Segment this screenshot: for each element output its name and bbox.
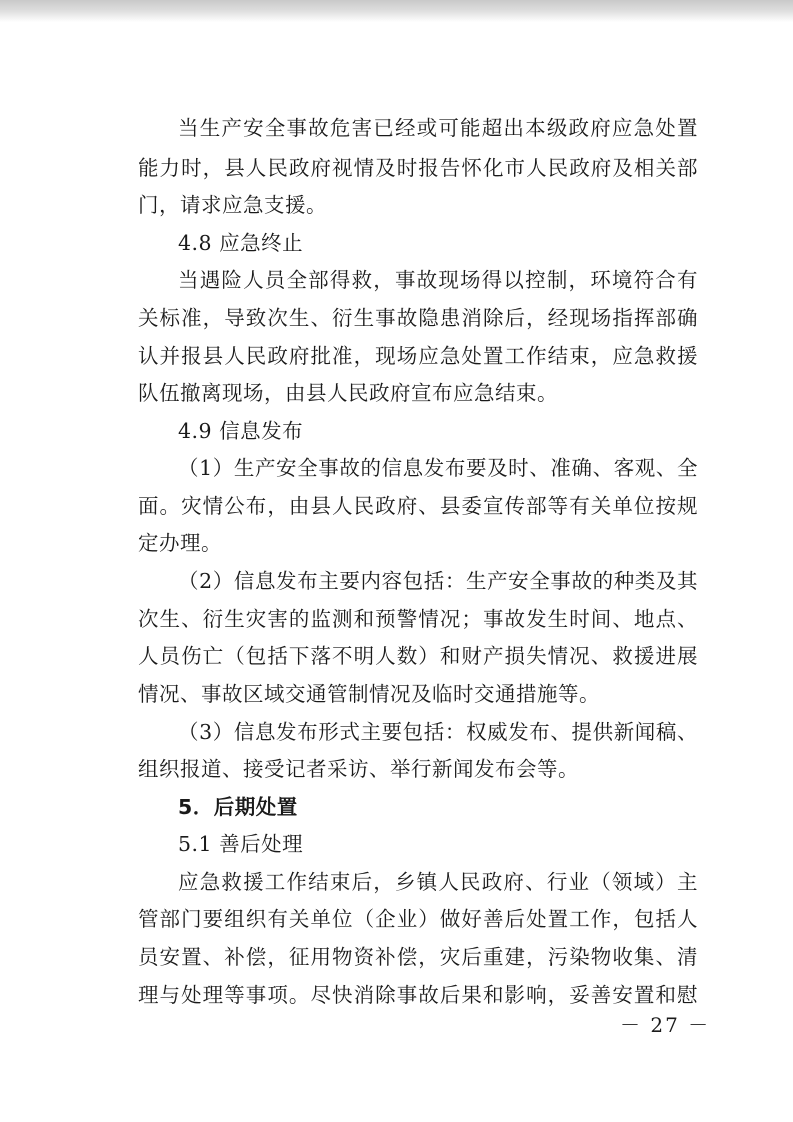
section-heading-5-1: 5.1 善后处理 [178, 832, 304, 856]
paragraph-line: 面。灾情公布，由县人民政府、县委宣传部等有关单位按规 [138, 494, 698, 518]
paragraph-line: 认并报县人民政府批准，现场应急处置工作结束，应急救援 [138, 344, 698, 368]
paragraph-line: （1）生产安全事故的信息发布要及时、准确、客观、全 [178, 456, 698, 480]
paragraph-line: 关标准，导致次生、衍生事故隐患消除后，经现场指挥部确 [138, 306, 698, 330]
paragraph-line: 组织报道、接受记者采访、举行新闻发布会等。 [138, 757, 579, 781]
paragraph-line: 当生产安全事故危害已经或可能超出本级政府应急处置 [178, 116, 698, 140]
section-heading-4-8: 4.8 应急终止 [178, 231, 304, 255]
paragraph-line: 当遇险人员全部得救，事故现场得以控制，环境符合有 [178, 268, 698, 292]
paragraph-line: （2）信息发布主要内容包括：生产安全事故的种类及其 [178, 569, 698, 593]
paragraph-line: 门，请求应急支援。 [138, 193, 327, 217]
paragraph-line: （3）信息发布形式主要包括：权威发布、提供新闻稿、 [178, 720, 698, 744]
paragraph-line: 人员伤亡（包括下落不明人数）和财产损失情况、救援进展 [138, 644, 698, 668]
paragraph-line: 能力时，县人民政府视情及时报告怀化市人民政府及相关部 [138, 156, 698, 180]
paragraph-line: 员安置、补偿，征用物资补偿，灾后重建，污染物收集、清 [138, 945, 698, 969]
section-heading-4-9: 4.9 信息发布 [178, 419, 304, 443]
paragraph-line: 理与处理等事项。尽快消除事故后果和影响，妥善安置和慰 [138, 983, 698, 1007]
paragraph-line: 情况、事故区域交通管制情况及临时交通措施等。 [138, 682, 600, 706]
page-number: － 27 － [620, 1013, 711, 1037]
paragraph-line: 次生、衍生灾害的监测和预警情况；事故发生时间、地点、 [138, 607, 698, 631]
paragraph-line: 应急救援工作结束后，乡镇人民政府、行业（领域）主 [178, 870, 698, 894]
chapter-heading-5: 5．后期处置 [178, 795, 298, 819]
paragraph-line: 队伍撤离现场，由县人民政府宣布应急结束。 [138, 381, 558, 405]
paragraph-line: 管部门要组织有关单位（企业）做好善后处置工作，包括人 [138, 907, 698, 931]
paragraph-line: 定办理。 [138, 531, 222, 555]
